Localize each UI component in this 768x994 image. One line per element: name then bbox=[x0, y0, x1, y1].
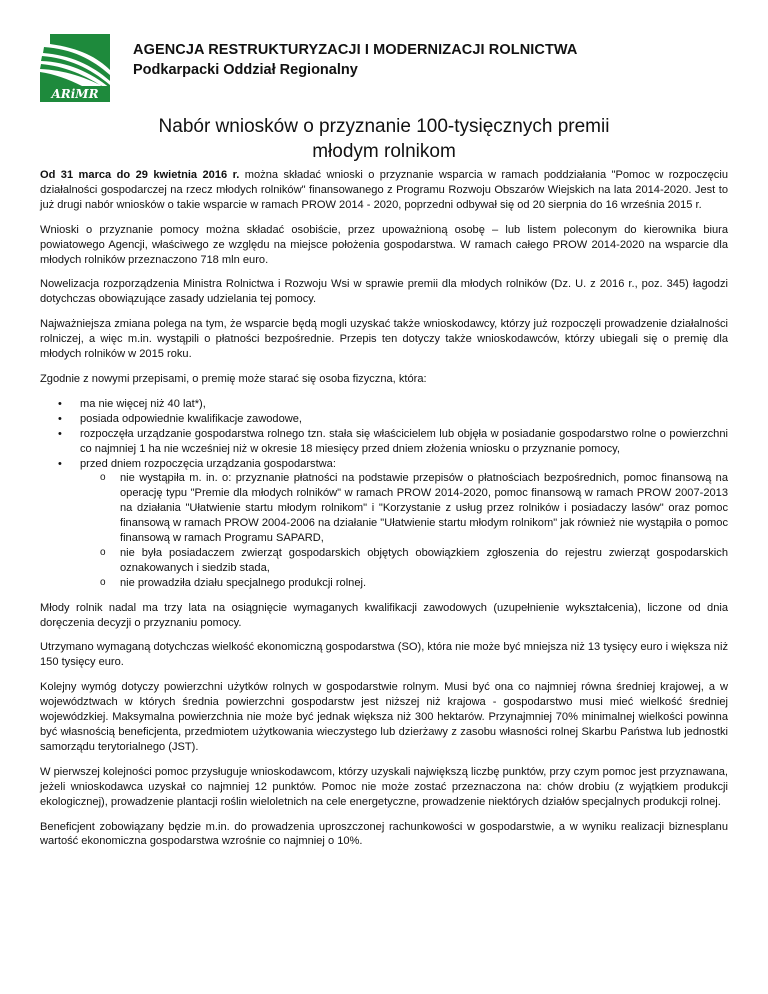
document-body bbox=[40, 168, 728, 859]
organization-branch: Podkarpacki Oddział Regionalny bbox=[133, 62, 358, 78]
organization-name: AGENCJA RESTRUKTURYZACJI I MODERNIZACJI ROLNICTWA bbox=[133, 42, 578, 58]
intro-text: można składać wnioski o przyznanie wsparcia w ramach poddziałania "Pomoc w rozpoczęciu działalności gospodarczej na rzecz młodych rolników" finansowanego z Programu Rozwoju Obszarów Wiejskich na lata 2014-2020. Jest to już drugi nabór wniosków o takie wsparcie w ramach PROW 2014 - 2020, poprzedni odbywał się od 20 sierpnia do 16 września 2015 r. bbox=[40, 169, 728, 211]
intro-date-range: Od 31 marca do 29 kwietnia 2016 r. bbox=[40, 169, 240, 181]
paragraph-qualifications: Młody rolnik nadal ma trzy lata na osiągnięcie wymaganych kwalifikacji zawodowych (uzupełnienie wykształcenia), liczone od dnia doręczenia decyzji o przyznaniu pomocy. bbox=[40, 601, 728, 629]
paragraph-economic-size: Utrzymano wymaganą dotychczas wielkość ekonomiczną gospodarstwa (SO), która nie może być mniejsza niż 13 tysięcy euro i większa niż 150 tysięcy euro. bbox=[40, 641, 728, 669]
letterhead bbox=[40, 34, 730, 104]
paragraph-eligibility-intro: Zgodnie z nowymi przepisami, o premię może starać się osoba fizyczna, która: bbox=[40, 372, 427, 385]
organization-block bbox=[133, 40, 577, 80]
sublist-item: o nie prowadziła działu specjalnego produkcji rolnej. bbox=[120, 576, 728, 591]
paragraph-intro bbox=[40, 168, 728, 213]
eligibility-list bbox=[40, 397, 728, 591]
document-title-line-2: młodym rolnikom bbox=[312, 141, 456, 162]
paragraph-scoring: W pierwszej kolejności pomoc przysługuje wnioskodawcom, którzy uzyskali największą liczbę punktów, przy czym pomoc jest przyznawana, jeżeli wnioskodawca uzyskał co najmniej 12 punktów. Pomoc nie może zostać przeznaczona na: chów drobiu (z wyjątkiem produkcji ekologicznej), prowadzenie plantacji roślin wieloletnich na cele energetyczne, prowadzenie niektórych działów specjalnych produkcji rolnej. bbox=[40, 765, 728, 808]
arimr-logo-icon bbox=[40, 34, 110, 102]
svg-text:ARiMR: ARiMR bbox=[51, 87, 99, 101]
list-item-text: przed dniem rozpoczęcia urządzania gospodarstwa: bbox=[80, 457, 336, 470]
sublist-item: o nie wystąpiła m. in. o: przyznanie płatności na podstawie przepisów o płatnościach bezpośrednich, pomoc finansową na operację typu "Premie dla młodych rolników" w ramach PROW 2014-2020, pomoc finansową w ramach PROW 2007-2013 na działania "Ułatwienie startu młodym rolnikom" i "Korzystanie z usług przez rolników i posiadaczy lasów" oraz pomoc finansową w ramach PROW 2004-2006 na działanie "Ułatwienie startu młodym rolnikom" jak również nie wystąpiła o pomoc finansową w ramach Programu SAPARD, bbox=[120, 471, 728, 546]
eligibility-sublist bbox=[80, 471, 728, 590]
list-item: • ma nie więcej niż 40 lat*), bbox=[80, 397, 728, 412]
paragraph-submission: Wnioski o przyznanie pomocy można składać osobiście, przez upoważnioną osobę – lub listem poleconym do kierownika biura powiatowego Agencji, właściwego ze względu na miejsce położenia gospodarstwa. W ramach całego PROW 2014-2020 na wsparcie dla młodych rolników przeznaczono 718 mln euro. bbox=[40, 223, 728, 266]
list-item: • posiada odpowiednie kwalifikacje zawodowe, bbox=[80, 412, 728, 427]
document-title bbox=[60, 114, 708, 164]
paragraph-main-change: Najważniejsza zmiana polega na tym, że wsparcie będą mogli uzyskać także wnioskodawcy, którzy już rozpoczęli prowadzenie działalności rolniczej, a więc m.in. wystąpili o płatności bezpośrednie. Przepis ten dotyczy także wnioskodawców, którzy ubiegali się o premię dla młodych rolników w 2015 roku. bbox=[40, 318, 728, 361]
list-item: • rozpoczęła urządzanie gospodarstwa rolnego tzn. stała się właścicielem lub objęła w posiadanie gospodarstwo rolne o powierzchni co najmniej 1 ha nie wcześniej niż w okresie 18 miesięcy przed dniem złożenia wniosku o przyznanie pomocy, bbox=[80, 427, 728, 457]
list-item bbox=[80, 457, 728, 591]
document-title-line-1: Nabór wniosków o przyznanie 100-tysięcznych premii bbox=[158, 116, 610, 137]
paragraph-area-requirement: Kolejny wymóg dotyczy powierzchni użytków rolnych w gospodarstwie rolnym. Musi być ona co najmniej równa średniej krajowej, a w województwach w których średnia powierzchni gospodarstw jest niższej niż krajowa - gospodarstwo musi mieć wielkość średniej wojewódzkiej. Maksymalna powierzchnia nie może być jednak większa niż 300 hektarów. Przynajmniej 70% minimalnej wielkości powinna być własnością beneficjenta, przedmiotem użytkowania wieczystego lub dzierżawy z zasobu własności rolnej Skarbu Państwa lub jednostki samorządu terytorialnego (JST). bbox=[40, 681, 728, 753]
sublist-item: o nie była posiadaczem zwierząt gospodarskich objętych obowiązkiem zgłoszenia do rejestru zwierząt gospodarskich oznakowanych i siedzib stada, bbox=[120, 546, 728, 576]
arimr-logo bbox=[40, 34, 110, 102]
paragraph-obligations: Beneficjent zobowiązany będzie m.in. do prowadzenia uproszczonej rachunkowości w gospodarstwie, a w wyniku realizacji biznesplanu wartość ekonomiczna gospodarstwa wzrośnie co najmniej o 10%. bbox=[40, 820, 728, 848]
paragraph-amendment: Nowelizacja rozporządzenia Ministra Rolnictwa i Rozwoju Wsi w sprawie premii dla młodych rolników (Dz. U. z 2016 r., poz. 345) łagodzi dotychczas obowiązujące zasady udzielania tej pomocy. bbox=[40, 278, 728, 306]
